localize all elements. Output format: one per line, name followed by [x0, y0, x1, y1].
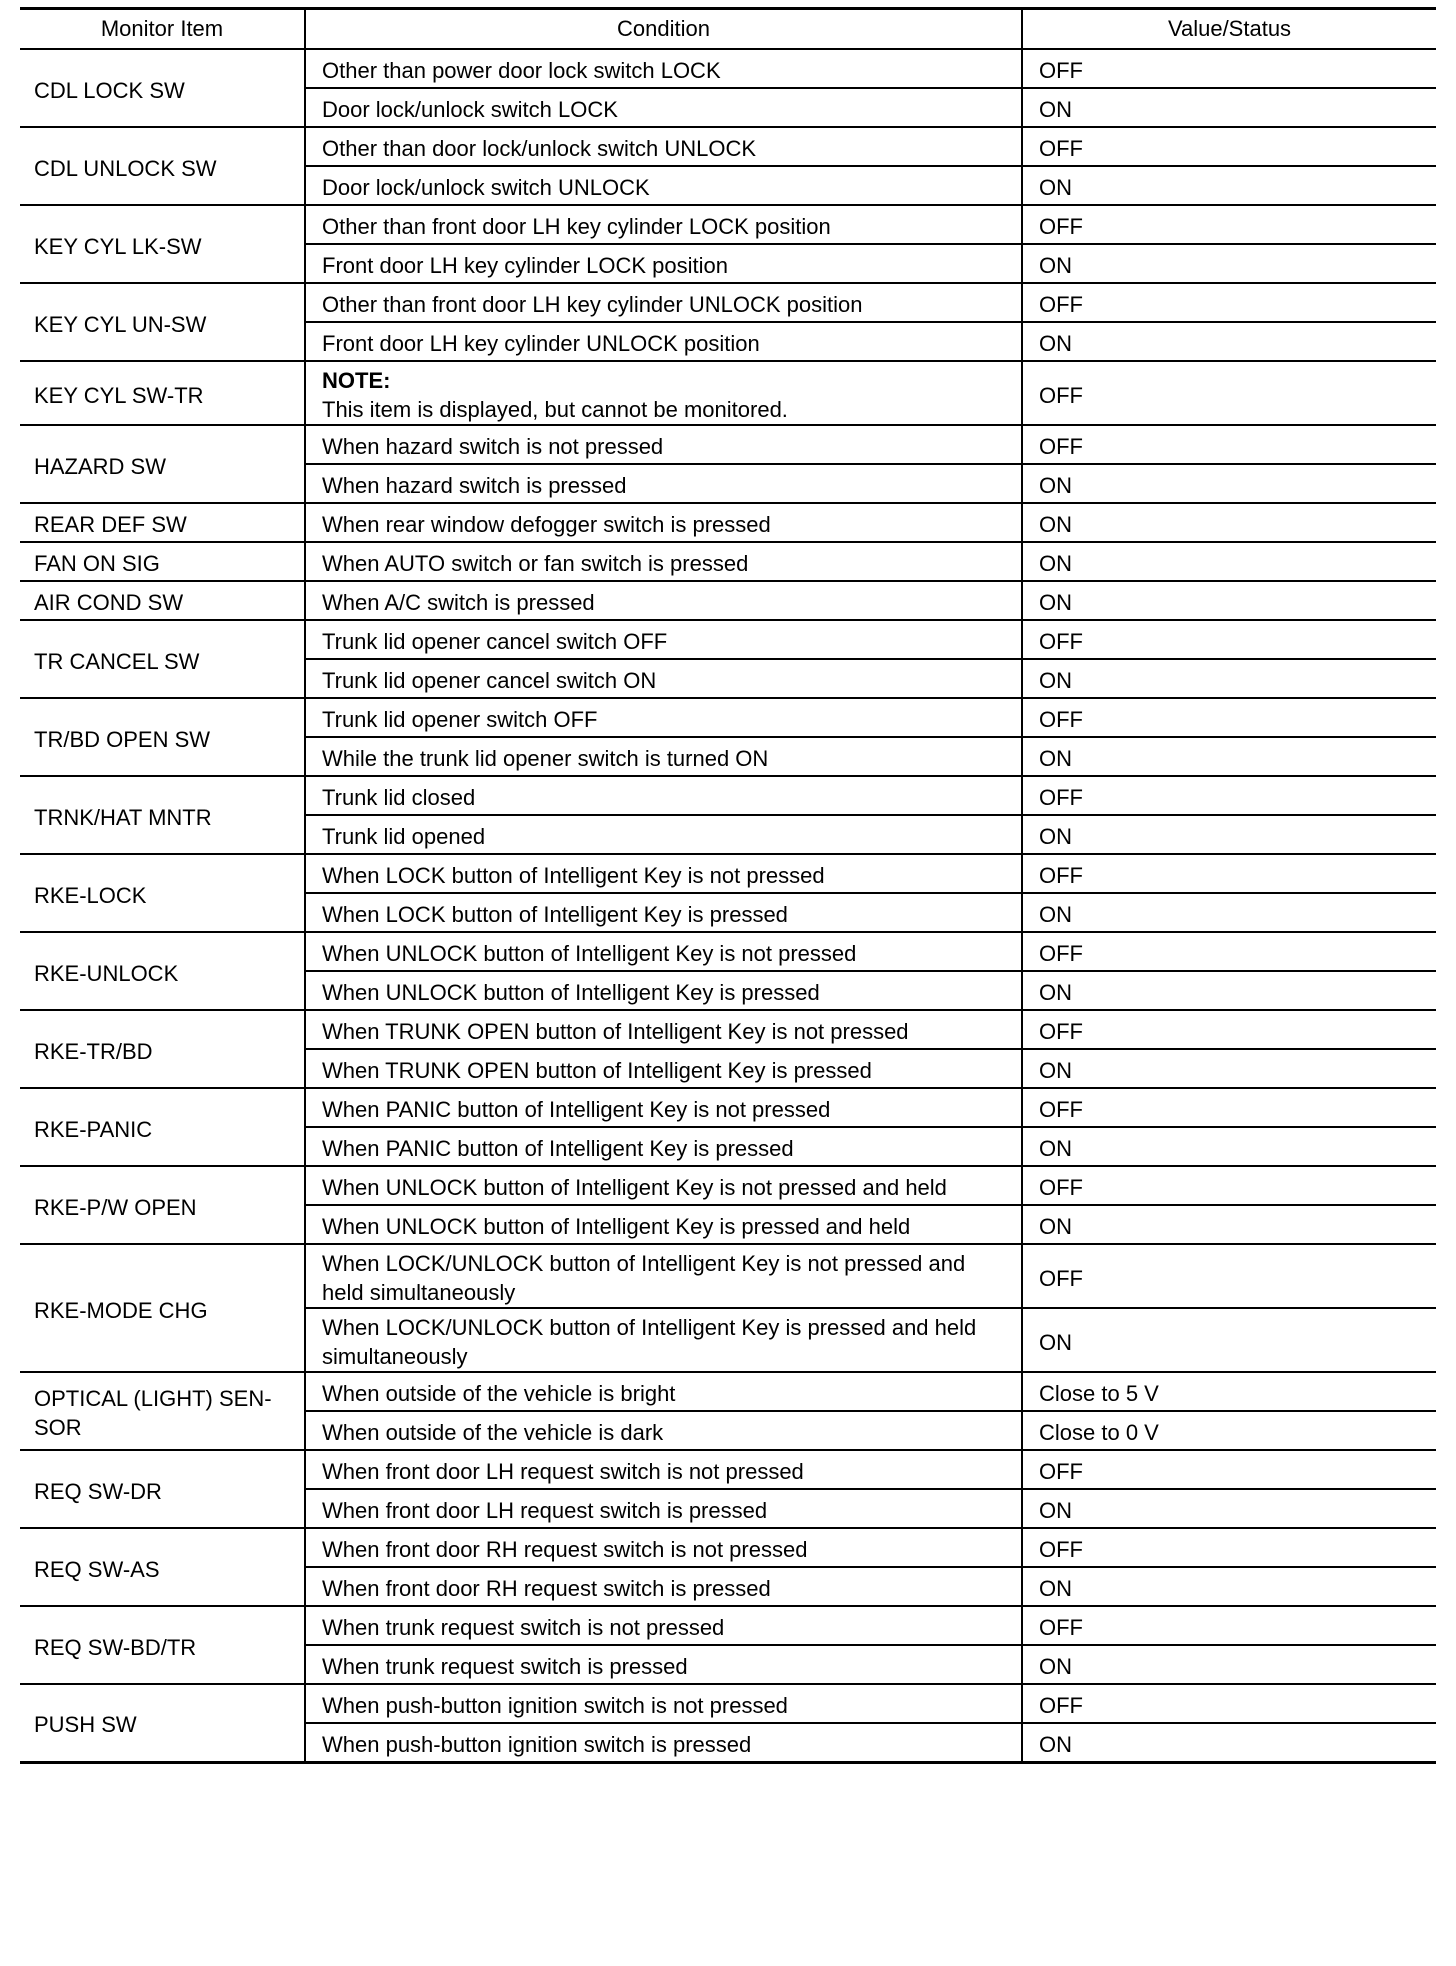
condition-cell: [305, 1205, 1022, 1244]
table-row: [20, 1010, 1436, 1049]
table-row: [20, 1450, 1436, 1489]
condition-cell: [305, 464, 1022, 503]
value-status-cell: OFF: [1022, 283, 1436, 322]
condition-text: When front door LH request switch is pressed: [322, 1498, 768, 1523]
value-status-cell: OFF: [1022, 1244, 1436, 1308]
condition-text: Trunk lid opener cancel switch OFF: [322, 629, 668, 654]
value-status-cell: ON: [1022, 581, 1436, 620]
condition-cell: [305, 205, 1022, 244]
value-status-cell: ON: [1022, 1308, 1436, 1372]
monitor-item-cell: RKE-TR/BD: [20, 1010, 305, 1088]
value-status-cell: OFF: [1022, 127, 1436, 166]
value-status-cell: ON: [1022, 464, 1436, 503]
value-status-cell: OFF: [1022, 1010, 1436, 1049]
monitor-item-cell: PUSH SW: [20, 1684, 305, 1762]
monitor-item-cell: REQ SW-BD/TR: [20, 1606, 305, 1684]
value-status-cell: ON: [1022, 1645, 1436, 1684]
condition-cell: [305, 88, 1022, 127]
condition-text: Trunk lid opener switch OFF: [322, 707, 598, 732]
condition-cell: [305, 1684, 1022, 1723]
value-status-cell: OFF: [1022, 425, 1436, 464]
condition-text: Other than front door LH key cylinder LOCK position: [322, 214, 831, 239]
condition-text: When LOCK button of Intelligent Key is not pressed: [322, 863, 825, 888]
value-status-cell: OFF: [1022, 932, 1436, 971]
condition-cell: [305, 425, 1022, 464]
condition-text: When LOCK/UNLOCK button of Intelligent Key is pressed and held simultaneously: [322, 1315, 977, 1369]
condition-text: When LOCK/UNLOCK button of Intelligent Key is not pressed and held simultaneously: [322, 1251, 966, 1305]
value-status-cell: ON: [1022, 1489, 1436, 1528]
value-status-cell: ON: [1022, 166, 1436, 205]
condition-text: Front door LH key cylinder LOCK position: [322, 253, 728, 278]
monitor-item-cell: FAN ON SIG: [20, 542, 305, 581]
condition-cell: [305, 1606, 1022, 1645]
table-row: [20, 1528, 1436, 1567]
condition-cell: [305, 361, 1022, 425]
monitor-item-cell: CDL LOCK SW: [20, 49, 305, 127]
monitor-item-cell: REQ SW-AS: [20, 1528, 305, 1606]
condition-cell: [305, 1308, 1022, 1372]
condition-cell: [305, 737, 1022, 776]
monitor-item-table: [20, 7, 1436, 1764]
condition-cell: [305, 1088, 1022, 1127]
value-status-cell: OFF: [1022, 698, 1436, 737]
monitor-item-cell: HAZARD SW: [20, 425, 305, 503]
condition-text: When UNLOCK button of Intelligent Key is not pressed: [322, 941, 857, 966]
table-row: [20, 620, 1436, 659]
header-monitor-item: Monitor Item: [20, 9, 305, 50]
value-status-cell: OFF: [1022, 776, 1436, 815]
condition-cell: [305, 322, 1022, 361]
value-status-cell: Close to 5 V: [1022, 1372, 1436, 1411]
document-page: [20, 7, 1436, 1764]
condition-cell: [305, 971, 1022, 1010]
monitor-item-cell: REAR DEF SW: [20, 503, 305, 542]
value-status-cell: ON: [1022, 1049, 1436, 1088]
table-row: [20, 361, 1436, 425]
value-status-cell: OFF: [1022, 1528, 1436, 1567]
condition-cell: [305, 1411, 1022, 1450]
table-row: [20, 854, 1436, 893]
table-row: [20, 503, 1436, 542]
value-status-cell: ON: [1022, 1205, 1436, 1244]
header-value-status: Value/Status: [1022, 9, 1436, 50]
table-row: [20, 1372, 1436, 1411]
condition-text: Door lock/unlock switch UNLOCK: [322, 175, 650, 200]
condition-text: When PANIC button of Intelligent Key is not pressed: [322, 1097, 831, 1122]
condition-cell: [305, 1528, 1022, 1567]
table-row: [20, 776, 1436, 815]
condition-cell: [305, 1010, 1022, 1049]
condition-text: When PANIC button of Intelligent Key is pressed: [322, 1136, 794, 1161]
monitor-item-cell: RKE-UNLOCK: [20, 932, 305, 1010]
condition-text: When trunk request switch is pressed: [322, 1654, 688, 1679]
condition-text: When hazard switch is not pressed: [322, 434, 664, 459]
condition-cell: [305, 815, 1022, 854]
monitor-item-cell: RKE-PANIC: [20, 1088, 305, 1166]
condition-text: Front door LH key cylinder UNLOCK position: [322, 331, 760, 356]
condition-cell: [305, 503, 1022, 542]
monitor-item-cell: RKE-LOCK: [20, 854, 305, 932]
condition-cell: [305, 620, 1022, 659]
value-status-cell: Close to 0 V: [1022, 1411, 1436, 1450]
condition-text: Trunk lid opened: [322, 824, 486, 849]
monitor-item-cell: CDL UNLOCK SW: [20, 127, 305, 205]
value-status-cell: ON: [1022, 1567, 1436, 1606]
condition-cell: [305, 1723, 1022, 1762]
condition-cell: [305, 127, 1022, 166]
table-row: [20, 1166, 1436, 1205]
condition-text: When AUTO switch or fan switch is pressed: [322, 551, 749, 576]
condition-text: While the trunk lid opener switch is turned ON: [322, 746, 769, 771]
condition-cell: [305, 1049, 1022, 1088]
value-status-cell: OFF: [1022, 1166, 1436, 1205]
condition-cell: [305, 49, 1022, 88]
monitor-item-cell: KEY CYL LK-SW: [20, 205, 305, 283]
condition-cell: [305, 1489, 1022, 1528]
value-status-cell: ON: [1022, 503, 1436, 542]
value-status-cell: OFF: [1022, 361, 1436, 425]
condition-cell: [305, 1450, 1022, 1489]
value-status-cell: ON: [1022, 1723, 1436, 1762]
condition-text: Door lock/unlock switch LOCK: [322, 97, 618, 122]
value-status-cell: ON: [1022, 815, 1436, 854]
condition-cell: [305, 283, 1022, 322]
header-condition: Condition: [305, 9, 1022, 50]
value-status-cell: ON: [1022, 971, 1436, 1010]
table-row: [20, 1244, 1436, 1308]
table-row: [20, 49, 1436, 88]
condition-cell: [305, 698, 1022, 737]
condition-text: Trunk lid opener cancel switch ON: [322, 668, 657, 693]
condition-text: When front door RH request switch is not pressed: [322, 1537, 808, 1562]
condition-cell: [305, 1372, 1022, 1411]
condition-text: When UNLOCK button of Intelligent Key is not pressed and held: [322, 1175, 947, 1200]
condition-text: When UNLOCK button of Intelligent Key is pressed: [322, 980, 820, 1005]
monitor-item-cell: TR CANCEL SW: [20, 620, 305, 698]
table-body: [20, 49, 1436, 1762]
note-label: NOTE:: [322, 368, 391, 393]
condition-cell: [305, 244, 1022, 283]
table-row: [20, 1684, 1436, 1723]
table-row: [20, 581, 1436, 620]
monitor-item-cell: TRNK/HAT MNTR: [20, 776, 305, 854]
condition-text: Trunk lid closed: [322, 785, 476, 810]
condition-text: When front door RH request switch is pressed: [322, 1576, 771, 1601]
monitor-item-cell: OPTICAL (LIGHT) SEN-SOR: [20, 1372, 305, 1450]
monitor-item-cell: TR/BD OPEN SW: [20, 698, 305, 776]
value-status-cell: OFF: [1022, 1606, 1436, 1645]
value-status-cell: ON: [1022, 737, 1436, 776]
condition-text: When TRUNK OPEN button of Intelligent Key is pressed: [322, 1058, 872, 1083]
condition-text: When outside of the vehicle is bright: [322, 1381, 676, 1406]
table-row: [20, 1606, 1436, 1645]
value-status-cell: OFF: [1022, 205, 1436, 244]
condition-cell: [305, 581, 1022, 620]
value-status-cell: ON: [1022, 88, 1436, 127]
condition-text: Other than door lock/unlock switch UNLOCK: [322, 136, 757, 161]
condition-cell: [305, 1127, 1022, 1166]
monitor-item-cell: KEY CYL UN-SW: [20, 283, 305, 361]
value-status-cell: OFF: [1022, 620, 1436, 659]
monitor-item-cell: REQ SW-DR: [20, 1450, 305, 1528]
table-row: [20, 205, 1436, 244]
value-status-cell: OFF: [1022, 1684, 1436, 1723]
condition-text: Other than power door lock switch LOCK: [322, 58, 721, 83]
monitor-item-cell: RKE-P/W OPEN: [20, 1166, 305, 1244]
condition-text: When hazard switch is pressed: [322, 473, 627, 498]
value-status-cell: ON: [1022, 659, 1436, 698]
condition-cell: [305, 659, 1022, 698]
value-status-cell: ON: [1022, 542, 1436, 581]
condition-cell: [305, 1645, 1022, 1684]
table-row: [20, 127, 1436, 166]
table-row: [20, 283, 1436, 322]
condition-text: When outside of the vehicle is dark: [322, 1420, 664, 1445]
condition-cell: [305, 1567, 1022, 1606]
value-status-cell: ON: [1022, 1127, 1436, 1166]
condition-text: When UNLOCK button of Intelligent Key is pressed and held: [322, 1214, 911, 1239]
condition-text: When push-button ignition switch is pressed: [322, 1731, 752, 1757]
value-status-cell: OFF: [1022, 1088, 1436, 1127]
condition-cell: [305, 932, 1022, 971]
condition-cell: [305, 854, 1022, 893]
value-status-cell: OFF: [1022, 854, 1436, 893]
table-row: [20, 542, 1436, 581]
condition-text: When trunk request switch is not pressed: [322, 1615, 725, 1640]
condition-text: When TRUNK OPEN button of Intelligent Key is not pressed: [322, 1019, 909, 1044]
value-status-cell: ON: [1022, 244, 1436, 283]
condition-cell: [305, 166, 1022, 205]
table-header-row: [20, 9, 1436, 50]
table-row: [20, 425, 1436, 464]
monitor-item-cell: RKE-MODE CHG: [20, 1244, 305, 1372]
monitor-item-cell: KEY CYL SW-TR: [20, 361, 305, 425]
condition-cell: [305, 1166, 1022, 1205]
condition-text: When LOCK button of Intelligent Key is pressed: [322, 902, 788, 927]
condition-text: When rear window defogger switch is pressed: [322, 512, 771, 537]
condition-text: Other than front door LH key cylinder UNLOCK position: [322, 292, 863, 317]
table-row: [20, 932, 1436, 971]
table-row: [20, 1088, 1436, 1127]
condition-cell: [305, 1244, 1022, 1308]
value-status-cell: OFF: [1022, 1450, 1436, 1489]
condition-text: When front door LH request switch is not pressed: [322, 1459, 804, 1484]
condition-cell: [305, 893, 1022, 932]
condition-text: When A/C switch is pressed: [322, 590, 595, 615]
value-status-cell: ON: [1022, 893, 1436, 932]
condition-cell: [305, 776, 1022, 815]
condition-cell: [305, 542, 1022, 581]
table-row: [20, 698, 1436, 737]
value-status-cell: ON: [1022, 322, 1436, 361]
value-status-cell: OFF: [1022, 49, 1436, 88]
condition-text: When push-button ignition switch is not pressed: [322, 1693, 788, 1718]
monitor-item-cell: AIR COND SW: [20, 581, 305, 620]
note-text: This item is displayed, but cannot be monitored.: [322, 397, 788, 422]
